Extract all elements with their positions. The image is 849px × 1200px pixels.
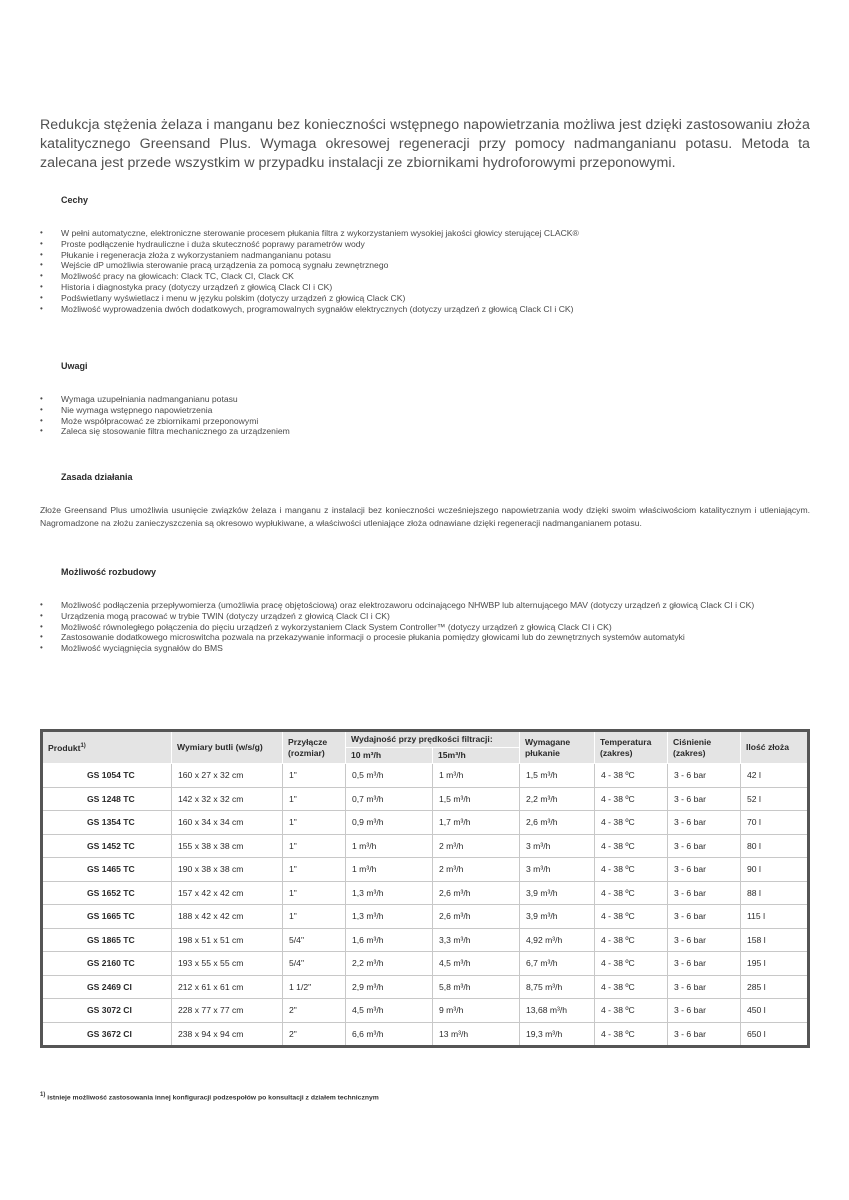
cell-rinse: 3,9 m³/h xyxy=(520,881,595,905)
cell-product: GS 1652 TC xyxy=(42,881,172,905)
cell-dims: 198 x 51 x 51 cm xyxy=(172,928,283,952)
cell-temp: 4 - 38 ºC xyxy=(595,858,668,882)
table-footnote: $^{1)}$ istnieje możliwość zastosowania innej konfiguracji podzespołów po konsultacji z działem technicznym xyxy=(40,1092,379,1102)
cell-f15: 9 m³/h xyxy=(433,999,520,1023)
cell-conn: 1" xyxy=(283,881,346,905)
cell-temp: 4 - 38 ºC xyxy=(595,881,668,905)
cell-temp: 4 - 38 ºC xyxy=(595,905,668,929)
cell-product: GS 1865 TC xyxy=(42,928,172,952)
cell-product: GS 1665 TC xyxy=(42,905,172,929)
cell-f15: 1 m³/h xyxy=(433,764,520,788)
cell-f10: 1 m³/h xyxy=(346,834,433,858)
cell-temp: 4 - 38 ºC xyxy=(595,834,668,858)
notes-heading: Uwagi xyxy=(61,361,88,371)
product-spec-table xyxy=(40,729,810,1048)
list-item: • Podświetlany wyświetlacz i menu w języku polskim (dotyczy urządzeń z głowicą Clack CK) xyxy=(40,293,820,304)
list-item: • Płukanie i regeneracja złoża z wykorzystaniem nadmanganianu potasu xyxy=(40,250,820,261)
col-header-rinse: Wymagane płukanie xyxy=(520,731,595,764)
table-row xyxy=(42,811,809,835)
cell-product: GS 1354 TC xyxy=(42,811,172,835)
cell-media: 80 l xyxy=(741,834,809,858)
cell-f10: 2,9 m³/h xyxy=(346,975,433,999)
cell-dims: 155 x 38 x 38 cm xyxy=(172,834,283,858)
expansion-list xyxy=(40,600,820,654)
cell-f10: 2,2 m³/h xyxy=(346,952,433,976)
cell-temp: 4 - 38 ºC xyxy=(595,952,668,976)
table-row xyxy=(42,999,809,1023)
cell-rinse: 3,9 m³/h xyxy=(520,905,595,929)
col-header-dims: Wymiary butli (w/s/g) xyxy=(172,731,283,764)
list-item: • Możliwość równoległego połączenia do pięciu urządzeń z wykorzystaniem Clack System Controller™ (dotyczy urządzeń z głowicą Clack CI i CK) xyxy=(40,622,820,633)
list-item: • W pełni automatyczne, elektroniczne sterowanie procesem płukania filtra z wykorzystaniem wysokiej jakości głowicy sterującej CLACK® xyxy=(40,228,820,239)
cell-media: 158 l xyxy=(741,928,809,952)
cell-media: 450 l xyxy=(741,999,809,1023)
expansion-heading: Możliwość rozbudowy xyxy=(61,567,157,577)
col-header-pressure: Ciśnienie (zakres) xyxy=(668,731,741,764)
cell-dims: 190 x 38 x 38 cm xyxy=(172,858,283,882)
cell-dims: 188 x 42 x 42 cm xyxy=(172,905,283,929)
cell-product: GS 1054 TC xyxy=(42,764,172,788)
cell-temp: 4 - 38 ºC xyxy=(595,975,668,999)
cell-media: 52 l xyxy=(741,787,809,811)
table-row xyxy=(42,928,809,952)
principle-paragraph: Złoże Greensand Plus umożliwia usunięcie związków żelaza i manganu z instalacji bez konieczności wcześniejszego napowietrzania wody dzięki swoim właściwościom katalitycznym i utleniającym. Nagromadzone na złożu zanieczyszczenia są okresowo wypłukiwane, a właściwości utleniające złoża odnawiane dzięki regeneracji nadmanganianem potasu. xyxy=(40,505,810,528)
spec-table-body xyxy=(42,764,809,1047)
cell-conn: 1" xyxy=(283,787,346,811)
cell-f10: 4,5 m³/h xyxy=(346,999,433,1023)
cell-rinse: 6,7 m³/h xyxy=(520,952,595,976)
list-item: • Wejście dP umożliwia sterowanie pracą urządzenia za pomocą sygnału zewnętrznego xyxy=(40,260,820,271)
cell-pressure: 3 - 6 bar xyxy=(668,975,741,999)
cell-f15: 1,5 m³/h xyxy=(433,787,520,811)
cell-conn: 1 1/2" xyxy=(283,975,346,999)
cell-rinse: 1,5 m³/h xyxy=(520,764,595,788)
cell-media: 88 l xyxy=(741,881,809,905)
cell-temp: 4 - 38 ºC xyxy=(595,764,668,788)
col-header-flow: Wydajność przy prędkości filtracji: xyxy=(346,731,520,748)
cell-temp: 4 - 38 ºC xyxy=(595,811,668,835)
cell-product: GS 2160 TC xyxy=(42,952,172,976)
cell-pressure: 3 - 6 bar xyxy=(668,952,741,976)
col-header-product: Produkt$^{1)}$ xyxy=(42,731,172,764)
col-header-conn: Przyłącze (rozmiar) xyxy=(283,731,346,764)
cell-f10: 0,9 m³/h xyxy=(346,811,433,835)
cell-dims: 238 x 94 x 94 cm xyxy=(172,1022,283,1047)
table-row xyxy=(42,952,809,976)
cell-conn: 1" xyxy=(283,764,346,788)
cell-temp: 4 - 38 ºC xyxy=(595,928,668,952)
list-item: • Urządzenia mogą pracować w trybie TWIN (dotyczy urządzeń z głowicą Clack CI i CK) xyxy=(40,611,820,622)
col-header-flow15: 15m³/h xyxy=(433,748,520,764)
cell-pressure: 3 - 6 bar xyxy=(668,834,741,858)
cell-rinse: 19,3 m³/h xyxy=(520,1022,595,1047)
cell-f15: 2,6 m³/h xyxy=(433,881,520,905)
cell-f15: 13 m³/h xyxy=(433,1022,520,1047)
cell-media: 115 l xyxy=(741,905,809,929)
table-row xyxy=(42,905,809,929)
cell-conn: 1" xyxy=(283,858,346,882)
table-row xyxy=(42,787,809,811)
cell-f10: 1 m³/h xyxy=(346,858,433,882)
list-item: • Możliwość pracy na głowicach: Clack TC, Clack CI, Clack CK xyxy=(40,271,820,282)
cell-rinse: 3 m³/h xyxy=(520,834,595,858)
cell-pressure: 3 - 6 bar xyxy=(668,811,741,835)
cell-media: 42 l xyxy=(741,764,809,788)
cell-f15: 5,8 m³/h xyxy=(433,975,520,999)
list-item: • Możliwość podłączenia przepływomierza (umożliwia pracę objętościową) oraz elektrozaworu odcinającego NHWBP lub alternującego MAV (dotyczy urządzeń z głowicą Clack CI i CK) xyxy=(40,600,820,611)
cell-conn: 2" xyxy=(283,1022,346,1047)
intro-paragraph: Redukcja stężenia żelaza i manganu bez konieczności wstępnego napowietrzania możliwa jest dzięki zastosowaniu złoża katalitycznego Greensand Plus. Wymaga okresowej regeneracji przy pomocy nadmanganianu potasu. Metoda ta zalecana jest przede wszystkim w przypadku instalacji ze zbiornikami hydroforowymi przeponowymi. xyxy=(40,117,810,171)
cell-pressure: 3 - 6 bar xyxy=(668,999,741,1023)
cell-conn: 1" xyxy=(283,811,346,835)
cell-media: 90 l xyxy=(741,858,809,882)
table-row xyxy=(42,975,809,999)
list-item: • Proste podłączenie hydrauliczne i duża skuteczność poprawy parametrów wody xyxy=(40,239,820,250)
cell-dims: 193 x 55 x 55 cm xyxy=(172,952,283,976)
cell-f10: 0,7 m³/h xyxy=(346,787,433,811)
cell-dims: 212 x 61 x 61 cm xyxy=(172,975,283,999)
features-list xyxy=(40,228,820,314)
cell-pressure: 3 - 6 bar xyxy=(668,764,741,788)
cell-f10: 1,3 m³/h xyxy=(346,881,433,905)
list-item: • Możliwość wyprowadzenia dwóch dodatkowych, programowalnych sygnałów elektrycznych (dotyczy urządzeń z głowicą Clack CI i CK) xyxy=(40,304,820,315)
cell-rinse: 13,68 m³/h xyxy=(520,999,595,1023)
cell-temp: 4 - 38 ºC xyxy=(595,787,668,811)
cell-temp: 4 - 38 ºC xyxy=(595,999,668,1023)
cell-f10: 1,6 m³/h xyxy=(346,928,433,952)
cell-pressure: 3 - 6 bar xyxy=(668,928,741,952)
cell-product: GS 3672 CI xyxy=(42,1022,172,1047)
list-item: • Nie wymaga wstępnego napowietrzenia xyxy=(40,405,820,416)
table-row xyxy=(42,881,809,905)
principle-heading: Zasada działania xyxy=(61,472,133,482)
list-item: • Może współpracować ze zbiornikami przeponowymi xyxy=(40,416,820,427)
col-header-temp: Temperatura (zakres) xyxy=(595,731,668,764)
cell-rinse: 2,2 m³/h xyxy=(520,787,595,811)
cell-rinse: 4,92 m³/h xyxy=(520,928,595,952)
cell-media: 70 l xyxy=(741,811,809,835)
table-row xyxy=(42,764,809,788)
cell-product: GS 1452 TC xyxy=(42,834,172,858)
cell-dims: 228 x 77 x 77 cm xyxy=(172,999,283,1023)
table-row xyxy=(42,1022,809,1047)
cell-f15: 4,5 m³/h xyxy=(433,952,520,976)
cell-pressure: 3 - 6 bar xyxy=(668,858,741,882)
list-item: • Historia i diagnostyka pracy (dotyczy urządzeń z głowicą Clack CI i CK) xyxy=(40,282,820,293)
cell-dims: 160 x 27 x 32 cm xyxy=(172,764,283,788)
cell-media: 195 l xyxy=(741,952,809,976)
col-header-media: Ilość złoża xyxy=(741,731,809,764)
cell-f10: 1,3 m³/h xyxy=(346,905,433,929)
cell-f15: 1,7 m³/h xyxy=(433,811,520,835)
cell-pressure: 3 - 6 bar xyxy=(668,881,741,905)
cell-dims: 142 x 32 x 32 cm xyxy=(172,787,283,811)
cell-conn: 5/4" xyxy=(283,952,346,976)
cell-conn: 2" xyxy=(283,999,346,1023)
col-header-flow10: 10 m³/h xyxy=(346,748,433,764)
cell-media: 285 l xyxy=(741,975,809,999)
cell-rinse: 3 m³/h xyxy=(520,858,595,882)
cell-conn: 1" xyxy=(283,905,346,929)
cell-dims: 157 x 42 x 42 cm xyxy=(172,881,283,905)
cell-temp: 4 - 38 ºC xyxy=(595,1022,668,1047)
cell-media: 650 l xyxy=(747,1028,766,1039)
cell-pressure: 3 - 6 bar xyxy=(668,787,741,811)
notes-list xyxy=(40,394,820,437)
cell-f15: 3,3 m³/h xyxy=(433,928,520,952)
list-item: • Możliwość wyciągnięcia sygnałów do BMS xyxy=(40,643,820,654)
cell-product: GS 1465 TC xyxy=(42,858,172,882)
cell-f15: 2,6 m³/h xyxy=(433,905,520,929)
cell-f10: 6,6 m³/h xyxy=(346,1022,433,1047)
cell-f15: 2 m³/h xyxy=(433,858,520,882)
cell-conn: 5/4" xyxy=(283,928,346,952)
cell-rinse: 8,75 m³/h xyxy=(520,975,595,999)
features-heading: Cechy xyxy=(61,195,89,205)
cell-product: GS 1248 TC xyxy=(42,787,172,811)
cell-f10: 0,5 m³/h xyxy=(346,764,433,788)
cell-dims: 160 x 34 x 34 cm xyxy=(172,811,283,835)
table-row xyxy=(42,858,809,882)
cell-pressure: 3 - 6 bar xyxy=(668,1022,741,1047)
table-row xyxy=(42,834,809,858)
cell-product: GS 2469 CI xyxy=(42,975,172,999)
list-item: • Zaleca się stosowanie filtra mechanicznego za urządzeniem xyxy=(40,426,820,437)
list-item: • Wymaga uzupełniania nadmanganianu potasu xyxy=(40,394,820,405)
cell-rinse: 2,6 m³/h xyxy=(520,811,595,835)
cell-product: GS 3072 CI xyxy=(42,999,172,1023)
list-item: • Zastosowanie dodatkowego microswitcha pozwala na przekazywanie informacji o procesie płukania pomiędzy głowicami lub do zewnętrznych systemów automatyki xyxy=(40,632,820,643)
cell-f15: 2 m³/h xyxy=(433,834,520,858)
cell-conn: 1" xyxy=(283,834,346,858)
cell-pressure: 3 - 6 bar xyxy=(668,905,741,929)
